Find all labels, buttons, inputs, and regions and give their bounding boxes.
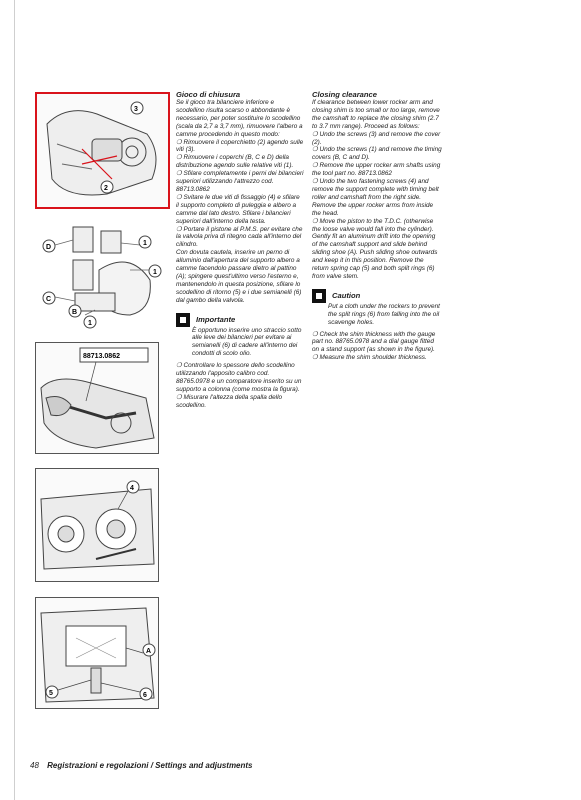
english-step-6: ❍ Check the shim thickness with the gauge part no. 88765.0978 and a dial gauge fitted on a stand support (as shown in the figure). <box>312 330 436 354</box>
english-step-1: ❍ Undo the screws (3) and remove the cover (2). <box>312 130 441 146</box>
page-binding-edge <box>14 0 15 800</box>
timing-covers-drawing <box>35 215 166 333</box>
important-heading: Importante <box>196 315 236 325</box>
italian-step-6: ❍ Controllare lo spessore dello scodellino utilizzando l'apposito calibro cod. 88765.0978 e un comparatore inserito su un supporto a colonna (come mostra la figura). <box>176 362 302 393</box>
camshaft-support-drawing <box>36 469 158 581</box>
figure-timing-covers <box>35 215 166 333</box>
english-heading: Closing clearance <box>312 90 377 99</box>
page-number: 48 <box>30 761 39 770</box>
english-paragraph-1: If clearance between lower rocker arm and closing shim is too small or too large, remove the camshaft to replace the closing shim (2.7 to 3.7 mm range). Proceed as follows: <box>312 99 440 130</box>
caution-heading: Caution <box>332 291 361 301</box>
english-step-5: ❍ Move the piston to the T.D.C. (otherwise the loose valve would fall into the cylinder). <box>312 217 434 233</box>
warning-icon <box>176 313 190 327</box>
english-step-4: ❍ Undo the two fastening screws (4) and remove the support complete with timing belt roller and camshaft from the right side. Remove the upper rocker arms from inside the head. <box>312 178 439 217</box>
figure-cover-removal <box>35 92 170 209</box>
caution-text: Put a cloth under the rockers to prevent the split rings (6) from falling into the oil scavenge holes. <box>328 302 440 326</box>
caution-notice <box>312 289 442 303</box>
fig5-label-6: 6 <box>143 692 147 699</box>
italian-step-4: ❍ Svitare le due viti di fissaggio (4) e sfilare il supporto completo di puleggia e albero a camme dal lato destro. Sfilare i bilancieri superiori dall'interno della testa. <box>176 193 300 225</box>
fig5-label-a: A <box>146 648 152 655</box>
italian-step-5: ❍ Portare il pistone al P.M.S. per evitare che la valvola priva di ritegno cada all'interno del cilindro. <box>176 225 303 249</box>
fig1-label-3: 3 <box>134 106 138 113</box>
fig1-label-2: 2 <box>104 185 108 192</box>
fig2-label-c: C <box>46 296 52 303</box>
italian-step-3: ❍ Sfilare completamente i perni dei bilancieri superiori utilizzando l'attrezzo cod. 88713.0862 <box>176 170 304 193</box>
italian-text-column <box>176 90 304 410</box>
figure-split-rings <box>35 597 159 709</box>
warning-icon <box>312 289 326 303</box>
english-step-3: ❍ Remove the upper rocker arm shafts using the tool part no. 88713.0862 <box>312 162 441 178</box>
important-text: È opportuno inserire uno straccio sotto alle leve dei bilancieri per evitare ai semianelli (6) di cadere all'interno dei condotti di scolo olio. <box>192 326 302 358</box>
english-step-2: ❍ Undo the screws (1) and remove the timing covers (B, C and D). <box>312 146 442 162</box>
italian-paragraph-2: Con dovuta cautela, inserire un perno di alluminio dall'apertura del supporto albero a camme facendolo passare dietro al pattino (A); spingere quest'ultimo verso l'esterno e, mantenendolo in questa posizione, sfilare lo scodellino di ritorno (5) e i due semianelli (6) dal gambo della valvola. <box>176 249 302 304</box>
english-step-7: ❍ Measure the shim shoulder thickness. <box>312 354 427 362</box>
rocker-shaft-tool-drawing <box>36 343 158 453</box>
fig2-label-d: D <box>46 244 52 251</box>
fig2-label-b: B <box>72 309 78 316</box>
english-text-column <box>312 90 442 362</box>
italian-paragraph-1: Se il gioco tra bilanciere inferiore e scodellino risulta scarso o abbondante è necessario, per poter sostituire lo scodellino (scala da 2,7 a 3,7 mm), rimuovere l'albero a camme procedendo in questo modo: <box>176 99 303 138</box>
page-footer <box>30 761 253 770</box>
fig5-label-5: 5 <box>49 690 53 697</box>
footer-title: Registrazioni e regolazioni / Settings and adjustments <box>47 761 253 770</box>
figure-camshaft-support <box>35 468 159 582</box>
italian-step-1: ❍ Rimuovere il coperchietto (2) agendo sulle viti (3). <box>176 138 304 154</box>
important-notice <box>176 313 304 327</box>
italian-heading: Gioco di chiusura <box>176 90 241 99</box>
fig4-label-4: 4 <box>130 485 134 492</box>
cover-removal-drawing <box>37 94 168 207</box>
figure-rocker-shaft-tool <box>35 342 159 454</box>
italian-step-2: ❍ Rimuovere i coperchi (B, C e D) della distribuzione agendo sulle relative viti (1). <box>176 154 294 170</box>
english-paragraph-2: Gently fit an aluminum drift into the opening of the camshaft support and slide behind sliding shoe (A). Push sliding shoe outwards and keep it in this position. Remove the return spring cap (5) and both split rings (6) from valve stem. <box>312 233 438 280</box>
fig2-label-1a: 1 <box>143 240 147 247</box>
fig2-label-1b: 1 <box>153 269 157 276</box>
fig2-label-1c: 1 <box>88 320 92 327</box>
tool-part-number: 88713.0862 <box>83 353 120 360</box>
italian-step-7: ❍ Misurare l'altezza della spalla dello scodellino. <box>176 393 283 409</box>
split-rings-drawing <box>36 598 158 708</box>
